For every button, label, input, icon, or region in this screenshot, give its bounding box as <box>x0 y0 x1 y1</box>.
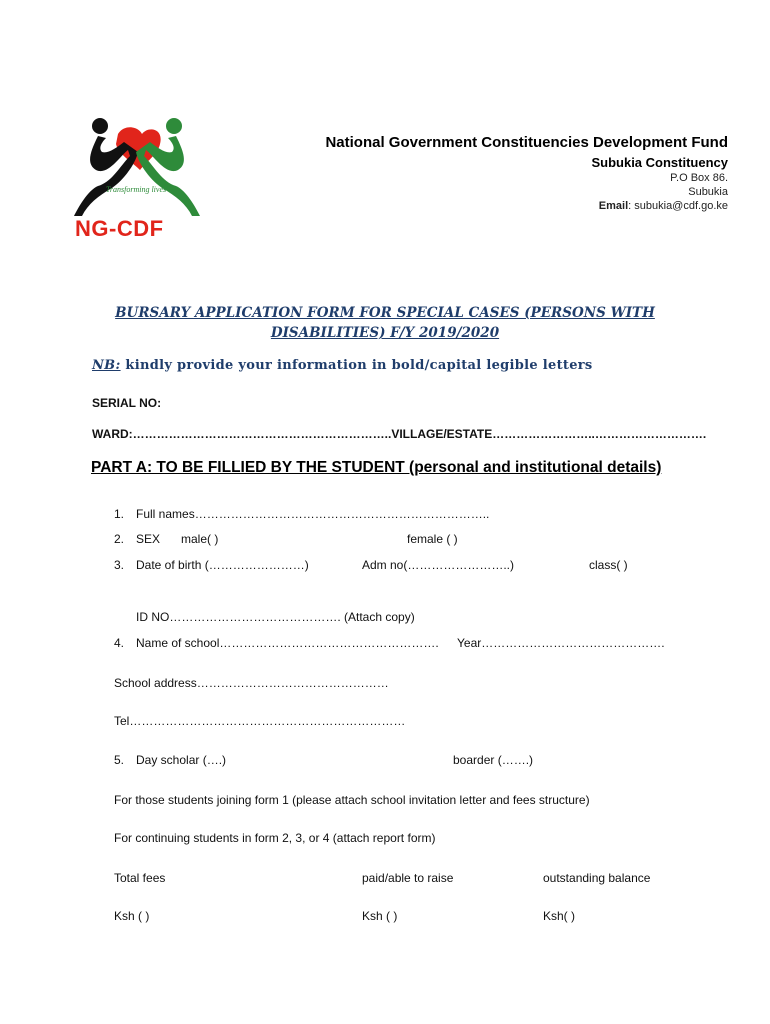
id-no-field: ID NO……………………………………. (Attach copy) <box>136 610 415 624</box>
header-town: Subukia <box>688 186 728 198</box>
nb-label: NB: <box>92 358 121 373</box>
logo-left-figure-head <box>92 118 108 134</box>
date-of-birth-field: Date of birth (……………………) <box>136 558 309 572</box>
day-scholar-field: Day scholar (….) <box>136 753 227 767</box>
tel-field: Tel…………………………………………………………… <box>114 714 406 728</box>
item-number-1: 1. <box>114 507 125 521</box>
school-name-field: Name of school………………………………………………. <box>136 636 439 650</box>
serial-no-label: SERIAL NO: <box>92 396 162 410</box>
nb-text: kindly provide your information in bold/capital legible letters <box>120 358 593 373</box>
full-names-field: Full names……………………………………………………………….. <box>136 507 490 521</box>
boarder-field: boarder (…….) <box>453 753 534 767</box>
logo-right-figure-head <box>166 118 182 134</box>
nb-instruction <box>92 358 593 373</box>
logo-tagline: Transforming lives <box>105 185 167 194</box>
year-field: Year………………………………………. <box>457 636 665 650</box>
item-number-4: 4. <box>114 636 125 650</box>
outstanding-ksh-field: Ksh( ) <box>543 909 576 923</box>
item-number-5: 5. <box>114 753 125 767</box>
logo-right-figure-body <box>136 136 200 216</box>
total-fees-label: Total fees <box>114 871 166 885</box>
school-address-field: School address………………………………………… <box>114 676 389 690</box>
header-po-box: P.O Box 86. <box>670 172 728 184</box>
form-title-line1: BURSARY APPLICATION FORM FOR SPECIAL CASES (PERSONS WITH <box>115 305 655 321</box>
outstanding-label: outstanding balance <box>543 871 651 885</box>
sex-female-field: female ( ) <box>407 532 458 546</box>
form-title-line2: DISABILITIES) F/Y 2019/2020 <box>270 325 500 341</box>
total-fees-ksh-field: Ksh ( ) <box>114 909 150 923</box>
header-constituency: Subukia Constituency <box>591 155 728 170</box>
header-email <box>599 200 728 212</box>
continuing-note: For continuing students in form 2, 3, or 4 (attach report form) <box>114 831 436 845</box>
sex-label: SEX <box>136 532 161 546</box>
paid-ksh-field: Ksh ( ) <box>362 909 398 923</box>
adm-no-field: Adm no(……………………..) <box>362 558 515 572</box>
logo-text: NG-CDF <box>75 216 164 241</box>
part-a-heading: PART A: TO BE FILLIED BY THE STUDENT (personal and institutional details) <box>91 459 662 476</box>
item-number-3: 3. <box>114 558 125 572</box>
email-label: Email <box>598 200 629 212</box>
ward-village-line: WARD:………………………………………………………..VILLAGE/ESTATE……………………..………………………. <box>92 427 707 441</box>
class-field: class( ) <box>589 558 628 572</box>
logo-left-figure-body <box>74 136 138 216</box>
email-value: : subukia@cdf.go.ke <box>628 200 728 212</box>
form1-note: For those students joining form 1 (please attach school invitation letter and fees structure) <box>114 793 590 807</box>
item-number-2: 2. <box>114 532 125 546</box>
paid-label: paid/able to raise <box>362 871 454 885</box>
sex-male-field: male( ) <box>181 532 219 546</box>
ng-cdf-logo <box>68 112 204 222</box>
header-title: National Government Constituencies Development Fund <box>325 134 728 151</box>
